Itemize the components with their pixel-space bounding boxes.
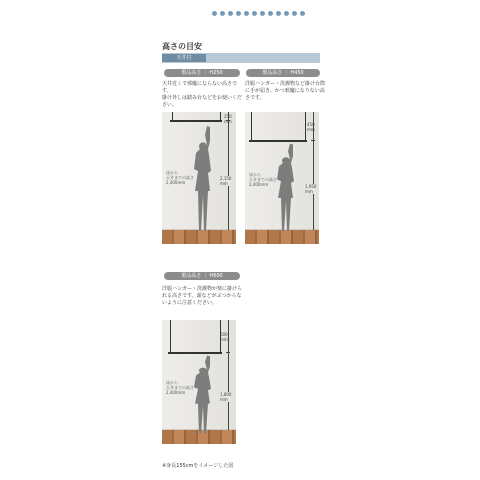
- person-silhouette: [190, 354, 218, 434]
- panel-description-h600: 洋服ハンガー・洗濯物が楽に掛けられる高さです。頭などがぶつからないように注意ください。: [162, 286, 243, 306]
- ceiling-height-label: 床から 天井までの高さ 2,400mm: [249, 172, 277, 187]
- indicator-dot: [300, 11, 305, 16]
- product-height-pill-h600: 製品高さ ｜ H600: [164, 272, 240, 280]
- indicator-dot: [212, 11, 217, 16]
- indicator-dot: [268, 11, 273, 16]
- dimension-top-label: 450 mm: [307, 122, 315, 132]
- illustration-h450: [245, 112, 319, 244]
- dimension-top-label: 600 mm: [220, 332, 228, 342]
- dimension-bottom-label: 1,800 mm: [220, 392, 232, 402]
- dimension-top-label: 250 mm: [224, 114, 232, 124]
- indicator-dot: [252, 11, 257, 16]
- indicator-dot: [220, 11, 225, 16]
- dimension-bottom-label: 2,150 mm: [220, 176, 232, 186]
- panel-description-h250: 天井近くで邪魔にならない高さです。 掛け外しは踏み台などをお使いください。: [162, 81, 243, 108]
- panel-description-h450: 洋服ハンガー・洗濯物など掛け台際に手が届き、かつ邪魔になりない高さです。: [245, 81, 326, 101]
- footnote: ※身長155cmをイメージした図: [162, 463, 234, 469]
- section-tab-ceiling: 天井付: [162, 54, 206, 62]
- indicator-dot: [284, 11, 289, 16]
- indicator-dot: [260, 11, 265, 16]
- person-silhouette: [273, 142, 301, 232]
- product-height-pill-h250: 製品高さ ｜ H250: [164, 69, 240, 77]
- indicator-dot: [276, 11, 281, 16]
- dimension-bottom-label: 1,950 mm: [305, 184, 317, 194]
- indicator-dot: [292, 11, 297, 16]
- indicator-dot: [228, 11, 233, 16]
- illustration-h600: [162, 320, 236, 444]
- page-indicator-dots: [212, 11, 305, 16]
- ceiling-height-label: 床から 天井までの高さ 2,400mm: [166, 170, 194, 185]
- page-title: 高さの目安: [162, 42, 202, 51]
- ceiling-height-label: 床から 天井までの高さ 2,400mm: [166, 380, 194, 395]
- illustration-h250: [162, 112, 236, 244]
- indicator-dot: [236, 11, 241, 16]
- indicator-dot: [244, 11, 249, 16]
- product-height-pill-h450: 製品高さ ｜ H450: [246, 69, 320, 77]
- person-silhouette: [190, 124, 218, 232]
